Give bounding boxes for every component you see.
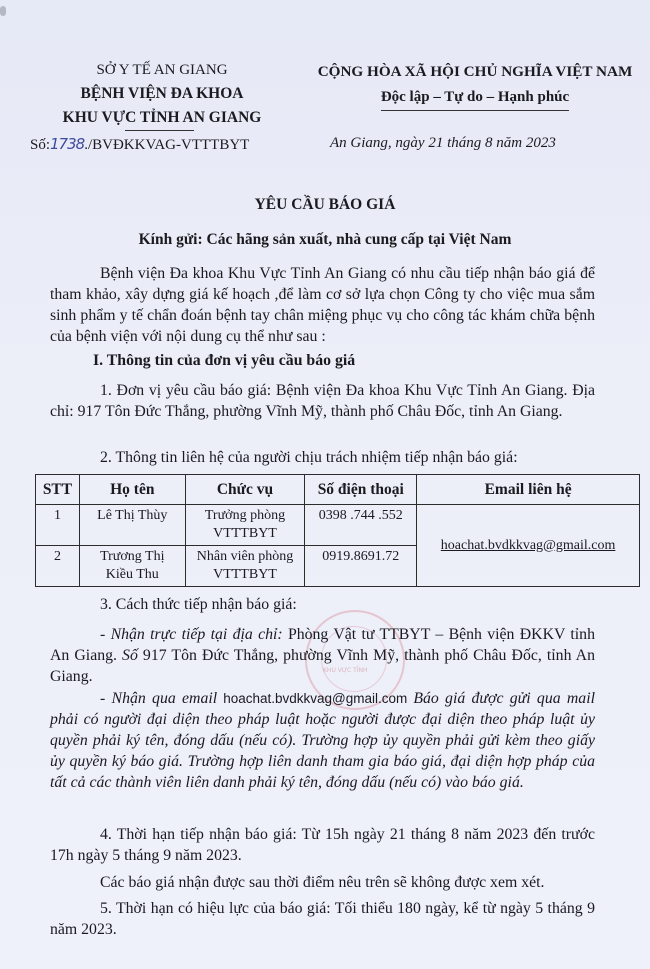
table-row	[36, 505, 640, 546]
item-3-direct	[50, 624, 595, 687]
cell-name: Lê Thị Thùy	[79, 505, 185, 546]
item-5: 5. Thời hạn có hiệu lực của báo giá: Tối thiểu 180 ngày, kể từ ngày 5 tháng 9 năm 2023.	[50, 900, 595, 938]
document-number	[30, 135, 249, 154]
item-3: 3. Cách thức tiếp nhận báo giá:	[100, 596, 297, 613]
direct-so: Số	[122, 647, 138, 664]
issuer-block	[44, 58, 280, 131]
national-header	[300, 60, 650, 111]
doc-no-prefix: Số:	[30, 137, 51, 153]
item-4: 4. Thời hạn tiếp nhận báo giá: Từ 15h ngày 21 tháng 8 năm 2023 đến trước 17h ngày 5 tháng 9 năm 2023.	[50, 826, 595, 864]
header-email: Email liên hệ	[417, 475, 640, 505]
email-text: Báo giá được gửi qua mail phải có người đại diện theo pháp luật hoặc người được đại diện theo pháp luật ủy quyền phải ký tên, đóng dấu (nếu có). Trường hợp ủy quyền phải gửi kèm theo giấy ủy quyền ký báo giá. Trường hợp liên danh tham gia báo giá, đại diện hợp pháp của tất cả các thành viên liên danh phải ký tên, đóng dấu (nếu có) vào báo giá.	[50, 690, 595, 791]
hospital-name-part: N GIANG	[193, 109, 262, 126]
name-line: Kiều Thu	[105, 567, 159, 582]
doc-no-suffix: ./BVĐKKVAG-VTTTBYT	[84, 137, 250, 153]
doc-no-handwritten: 1738	[50, 135, 85, 153]
direct-label: - Nhận trực tiếp tại địa chỉ:	[100, 626, 283, 643]
direct-text-2: 917 Tôn Đức Thắng, phường Vĩnh Mỹ, thành phố Châu Đốc, tỉnh An Giang.	[50, 647, 595, 685]
cell-name	[79, 546, 185, 587]
recipient-line: Kính gửi: Các hãng sản xuất, nhà cung cấp tại Việt Nam	[138, 231, 512, 248]
national-motto: Độc lập – Tự do – Hạnh phúc	[381, 84, 569, 111]
header-position: Chức vụ	[185, 475, 305, 505]
email-address[interactable]: hoachat.bvdkkvag@gmail.com	[217, 691, 414, 706]
cell-stt: 1	[36, 505, 80, 546]
header-phone: Số điện thoại	[305, 475, 417, 505]
hospital-name-underlined: C TỈNH A	[125, 106, 194, 131]
name-line: Trương Thị	[100, 549, 165, 564]
section-heading: I. Thông tin của đơn vị yêu cầu báo giá	[93, 352, 356, 369]
email-link[interactable]: hoachat.bvdkkvag@gmail.com	[440, 537, 616, 553]
hospital-name-line1: BỆNH VIỆN ĐA KHOA	[80, 85, 244, 102]
intro-paragraph: Bệnh viện Đa khoa Khu Vực Tỉnh An Giang có nhu cầu tiếp nhận báo giá để tham khảo, xây dựng giá kế hoạch ,để làm cơ sở lựa chọn Công ty cho việc mua sắm sinh phẩm y tế chẩn đoán bệnh tay chân miệng phục vụ cho công tác khám chữa bệnh của bệnh viện với nội dung cụ thể như sau :	[50, 265, 595, 345]
document-title: YÊU CẦU BÁO GIÁ	[254, 196, 396, 213]
nation-name: CỘNG HÒA XÃ HỘI CHỦ NGHĨA VIỆT NAM	[317, 63, 633, 80]
cell-email	[417, 505, 640, 587]
direct-text: Phòng Vật tư TTBYT – Bệnh viện ĐKKV tỉnh An Giang.	[50, 626, 595, 664]
paper-mark	[0, 6, 6, 16]
cell-position	[185, 505, 305, 546]
stamp-text: KHU VỰC TỈNH	[323, 667, 368, 674]
header-stt: STT	[36, 475, 80, 505]
position-line: Trưởng phòng	[204, 508, 286, 523]
hospital-name-line2	[44, 106, 280, 131]
table-header-row	[36, 475, 640, 505]
cell-stt: 2	[36, 546, 80, 587]
email-label: - Nhận qua email	[100, 690, 218, 707]
contacts-table	[35, 474, 640, 587]
item-2: 2. Thông tin liên hệ của người chịu trách nhiệm tiếp nhận báo giá:	[100, 449, 518, 466]
cell-position	[185, 546, 305, 587]
hospital-name-part: KHU VỰ	[62, 109, 126, 126]
agency-name: SỞ Y TẾ AN GIANG	[96, 62, 228, 78]
item-3-email	[50, 688, 595, 793]
position-line: Nhân viên phòng	[196, 549, 294, 564]
item-1: 1. Đơn vị yêu cầu báo giá: Bệnh viện Đa khoa Khu Vực Tỉnh An Giang. Địa chỉ: 917 Tôn Đức Thắng, phường Vĩnh Mỹ, thành phố Châu Đốc, tỉnh An Giang.	[50, 382, 595, 420]
header-name: Họ tên	[79, 475, 185, 505]
cell-phone: 0919.8691.72	[305, 546, 417, 587]
position-line: VTTTBYT	[213, 567, 277, 582]
position-line: VTTTBYT	[213, 526, 277, 541]
place-date: An Giang, ngày 21 tháng 8 năm 2023	[330, 135, 556, 151]
cell-phone: 0398 .744 .552	[305, 505, 417, 546]
item-4-note: Các báo giá nhận được sau thời điểm nêu trên sẽ không được xem xét.	[100, 874, 545, 891]
